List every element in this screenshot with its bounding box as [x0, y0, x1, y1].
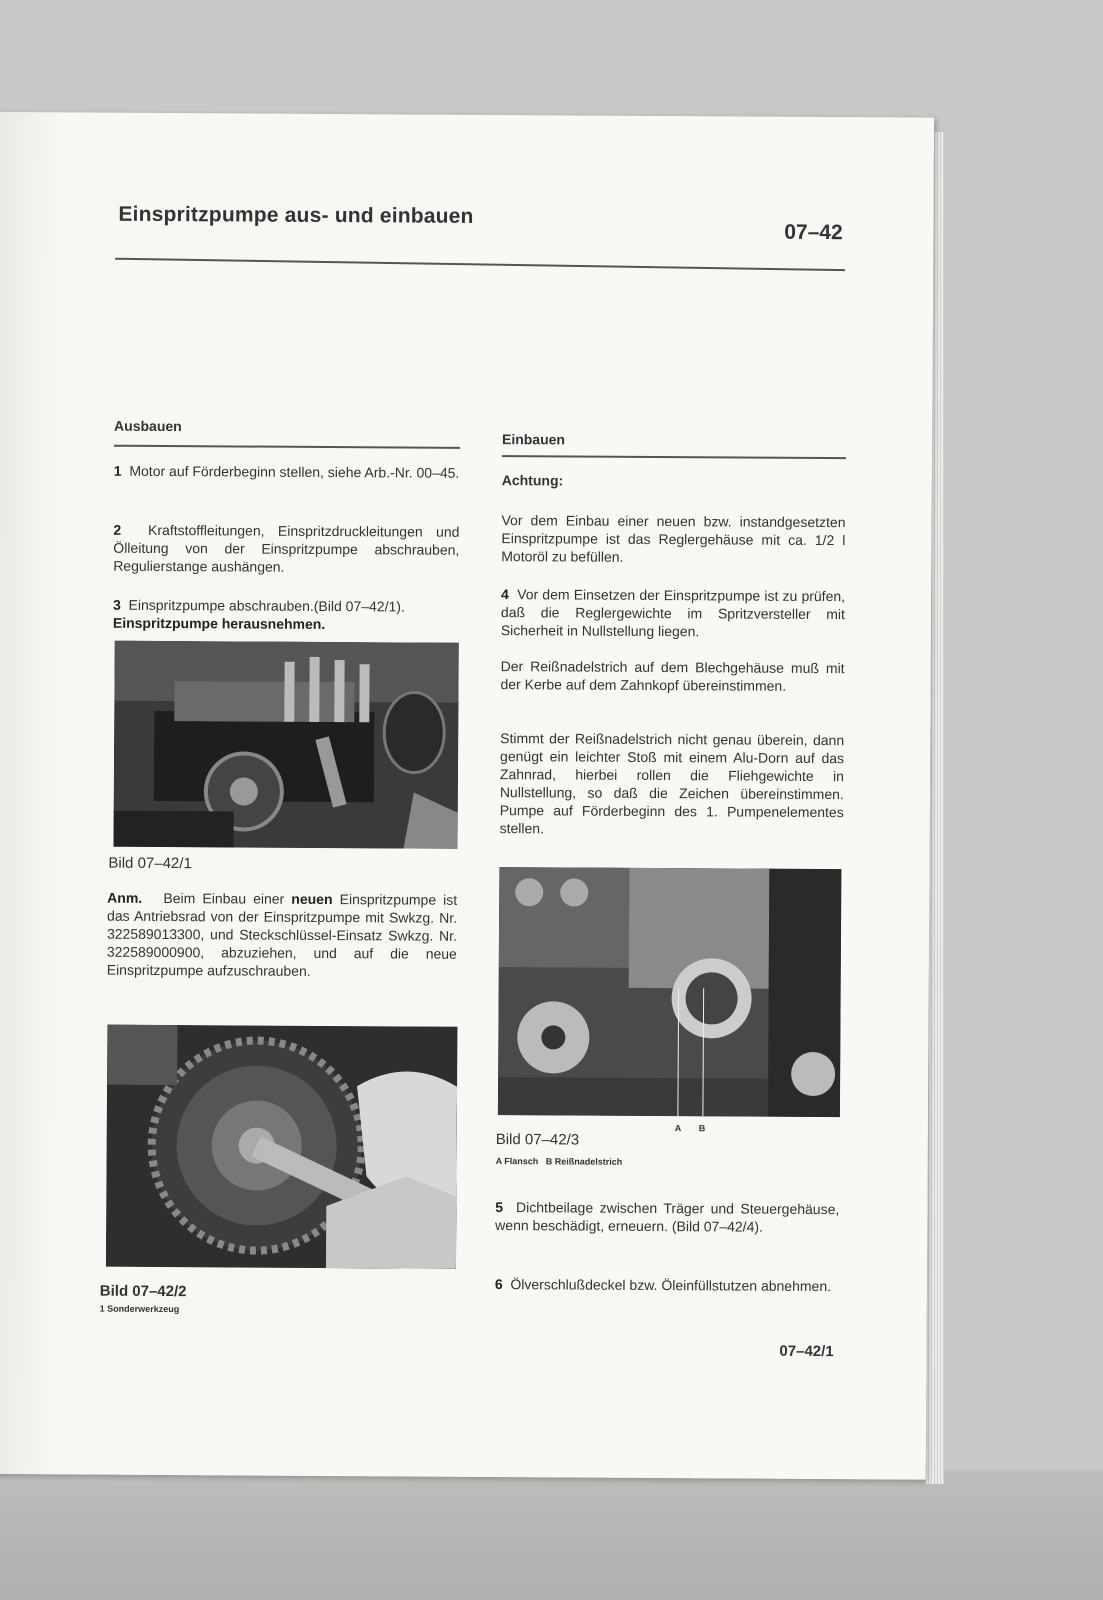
- paragraph-a: Der Reißnadelstrich auf dem Blechgehäuse muß mit der Kerbe auf dem Zahnkopf übereinstimmen.: [500, 658, 845, 694]
- step-number: 4: [501, 586, 509, 603]
- note-emphasis: neuen: [291, 890, 333, 908]
- page-number: 07–42/1: [779, 1342, 834, 1361]
- figure-3-caption: Bild 07–42/3: [495, 1131, 580, 1149]
- step-number: 3: [112, 596, 121, 613]
- page-title: Einspritzpumpe aus- und einbauen: [118, 202, 474, 228]
- figure-3-photo: [498, 867, 842, 1117]
- step-6: [495, 1275, 839, 1295]
- figure-1-photo: [114, 641, 459, 849]
- step-number: 1: [113, 462, 122, 479]
- note: [107, 889, 458, 981]
- figure-3-mark-b: B: [698, 1123, 706, 1134]
- step-text: Kraftstoffleitungen, Einspritzdruckleitungen und Ölleitung von der Einspritzpumpe abschrauben, Regulierstange aushängen.: [113, 521, 460, 575]
- paragraph-b: Stimmt der Reißnadelstrich nicht genau überein, dann genügt ein leichter Stoß mit einem Alu-Dorn auf das Zahnrad, hierbei rollen die Fliehgewichte in Nullstellung, so daß die Zeichen übereinstimmen. Pumpe auf Förderbeginn des 1. Pumpenelementes stellen.: [499, 730, 845, 837]
- note-label: Anm.: [107, 889, 143, 906]
- step-3: [113, 596, 459, 634]
- section-title-ausbauen: Ausbauen: [114, 417, 182, 435]
- step-number: 5: [495, 1199, 504, 1216]
- step-number: 6: [494, 1276, 503, 1293]
- section-rule-right: [502, 455, 846, 459]
- figure-1-caption: Bild 07–42/1: [108, 854, 192, 873]
- figure-3-mark-a: A: [674, 1123, 682, 1134]
- section-title-einbauen: Einbauen: [501, 431, 566, 448]
- note-text-a: Beim Einbau einer: [163, 890, 285, 907]
- step-bold-line: Einspritzpumpe herausnehmen.: [112, 614, 326, 632]
- header-rule: [115, 258, 845, 271]
- step-number: 2: [113, 521, 122, 538]
- section-rule-left: [114, 445, 460, 449]
- background-surface: [0, 1470, 1103, 1600]
- manual-page: [0, 112, 934, 1480]
- figure-2-legend: 1 Sonderwerkzeug: [99, 1303, 180, 1315]
- note-text-b: Einspritzpumpe ist das Antriebsrad von der Einspritzpumpe mit Swkzg. Nr. 322589013300, und Steckschlüssel-Einsatz Swkzg. Nr. 322589000900, abzuziehen, und auf die neue Einspritzpumpe aufzuschrauben.: [106, 891, 458, 979]
- figure-3-legend: A Flansch B Reißnadelstrich: [495, 1156, 623, 1167]
- figure-2-photo: [106, 1025, 457, 1269]
- step-2: [113, 521, 459, 577]
- attention-label: Achtung:: [501, 472, 564, 489]
- figure-2-caption: Bild 07–42/2: [99, 1282, 187, 1301]
- step-text: Ölverschlußdeckel bzw. Öleinfüllstutzen abnehmen.: [510, 1276, 832, 1295]
- section-number: 07–42: [784, 220, 843, 245]
- step-text: Einspritzpumpe abschrauben.(Bild 07–42/1).: [128, 596, 405, 615]
- step-5: [495, 1198, 839, 1236]
- step-text: Motor auf Förderbeginn stellen, siehe Arb.-Nr. 00–45.: [129, 462, 460, 481]
- step-text: Dichtbeilage zwischen Träger und Steuergehäuse, wenn beschädigt, erneuern. (Bild 07–42/4).: [495, 1199, 840, 1235]
- step-text: Vor dem Einsetzen der Einspritzpumpe ist zu prüfen, daß die Reglergewichte im Spritzversteller mit Sicherheit in Nullstellung liegen.: [500, 586, 846, 640]
- step-1: [114, 462, 460, 482]
- attention-text: Vor dem Einbau einer neuen bzw. instandgesetzten Einspritzpumpe ist das Reglergehäuse mit ca. 1/2 l Motoröl zu befüllen.: [501, 512, 846, 565]
- step-4: [501, 585, 845, 641]
